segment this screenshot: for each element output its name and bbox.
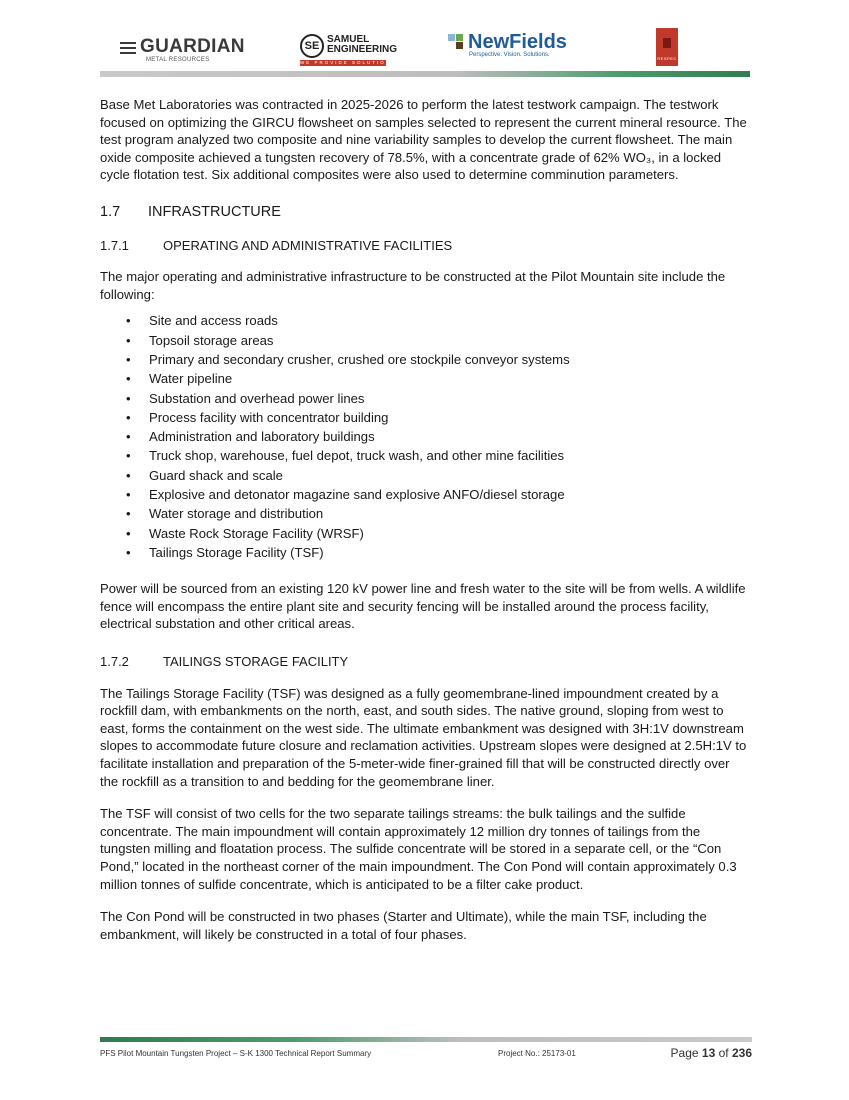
- section-title: INFRASTRUCTURE: [148, 203, 281, 220]
- tsf-paragraph-1: The Tailings Storage Facility (TSF) was designed as a fully geomembrane-lined impoundment created by a rockfill dam, with embankments on the north, east, and south sides. The native ground, sloping from west to east, forms the containment on the west side. The ultimate embankment was designed with 3H:1V downstream slopes to accommodate future closure and reclamation activities. Upstream slopes were designed at 2.5H:1V to facilitate installation and preparation of the 5-meter-wide finer-grained fill that will be constructed directly over the rockfill as a transition to and bedding for the geomembrane liner.: [100, 685, 747, 789]
- intro-paragraph: Base Met Laboratories was contracted in 2025-2026 to perform the latest testwork campaign. The testwork focused on optimizing the GIRCU flowsheet on samples selected to represent the current mineral resource. The test program analyzed two composite and nine variability samples to develop the current flowsheet. The main oxide composite achieved a tungsten recovery of 78.5%, with a concentrate grade of 62% WO₃, in a locked cycle flotation test. Six additional composites were also used to determine comminution parameters.: [100, 97, 747, 183]
- newfields-square-icon: [448, 34, 455, 41]
- section-heading-1-7-2: [100, 653, 750, 671]
- samuel-name: [327, 35, 397, 55]
- section-heading-1-7: [100, 204, 750, 222]
- section-number: 1.7: [100, 203, 121, 220]
- list-item: • Waste Rock Storage Facility (WRSF): [100, 524, 750, 543]
- page-header: [100, 28, 755, 70]
- section-title: OPERATING AND ADMINISTRATIVE FACILITIES: [163, 237, 453, 253]
- respec-mark-icon: [663, 38, 671, 48]
- newfields-square-icon: [456, 42, 463, 49]
- section-heading-1-7-1: [100, 237, 750, 255]
- newfields-name: NewFields: [468, 31, 567, 53]
- list-item: • Substation and overhead power lines: [100, 389, 750, 408]
- facilities-intro: The major operating and administrative infrastructure to be constructed at the Pilot Mountain site include the following:: [100, 269, 726, 302]
- list-item: • Primary and secondary crusher, crushed ore stockpile conveyor systems: [100, 350, 750, 369]
- list-item: • Water storage and distribution: [100, 504, 750, 523]
- facilities-list: [100, 311, 750, 562]
- respec-logo: [656, 28, 678, 66]
- guardian-subtitle: METAL RESOURCES: [146, 57, 210, 63]
- samuel-name-line2: ENGINEERING: [327, 44, 398, 55]
- respec-name: RESPEC: [657, 56, 677, 61]
- section-number: 1.7.2: [100, 653, 129, 669]
- tsf-paragraph-2: The TSF will consist of two cells for the two separate tailings streams: the bulk tailings and the sulfide concentrate. The main impoundment will contain approximately 12 million dry tonnes of tailings from the tungsten milling and floatation process. The sulfide concentrate will be stored in a separate cell, or the “Con Pond,” located in the northeast corner of the main impoundment. The Con Pond will contain approximately 0.3 million tonnes of sulfide concentrate, which is anticipated to be a filter cake product.: [100, 806, 737, 892]
- footer-project-number: Project No.: 25173-01: [498, 1049, 576, 1058]
- guardian-bars-icon: [120, 39, 136, 57]
- power-paragraph: Power will be sourced from an existing 120 kV power line and fresh water to the site will be from wells. A wildlife fence will encompass the entire plant site and security fencing will be installed around the process facility, electrical substation and other critical areas.: [100, 581, 746, 632]
- list-item: • Process facility with concentrator building: [100, 408, 750, 427]
- list-item: • Topsoil storage areas: [100, 331, 750, 350]
- list-item: • Administration and laboratory buildings: [100, 427, 750, 446]
- page-content: [100, 96, 750, 956]
- list-item: • Tailings Storage Facility (TSF): [100, 543, 750, 562]
- samuel-tagline: WE PROVIDE SOLUTIONS: [300, 60, 397, 65]
- of-label: of: [718, 1046, 729, 1060]
- guardian-logo: [120, 36, 245, 63]
- newfields-square-icon: [456, 34, 463, 41]
- list-item: • Truck shop, warehouse, fuel depot, truck wash, and other mine facilities: [100, 446, 750, 465]
- page-number: [671, 1046, 752, 1060]
- list-item: • Guard shack and scale: [100, 466, 750, 485]
- page-footer: [100, 1047, 752, 1063]
- header-rule: [100, 71, 750, 77]
- se-circle-icon: SE: [300, 34, 324, 58]
- samuel-name-line1: SAMUEL: [327, 34, 370, 45]
- guardian-name: GUARDIAN: [140, 36, 245, 57]
- list-item: • Site and access roads: [100, 311, 750, 330]
- current-page: 13: [701, 1046, 716, 1060]
- newfields-subtitle: Perspective. Vision. Solutions.: [469, 52, 550, 58]
- page-label: Page: [670, 1046, 699, 1060]
- section-title: TAILINGS STORAGE FACILITY: [163, 653, 349, 669]
- section-number: 1.7.1: [100, 237, 129, 253]
- total-pages: 236: [731, 1046, 752, 1060]
- list-item: • Water pipeline: [100, 369, 750, 388]
- list-item: • Explosive and detonator magazine sand explosive ANFO/diesel storage: [100, 485, 750, 504]
- footer-rule: [100, 1037, 752, 1042]
- tsf-paragraph-3: The Con Pond will be constructed in two phases (Starter and Ultimate), while the main TSF, including the embankment, will likely be constructed in a total of four phases.: [100, 909, 707, 942]
- footer-report-title: PFS Pilot Mountain Tungsten Project – S-K 1300 Technical Report Summary: [100, 1049, 372, 1058]
